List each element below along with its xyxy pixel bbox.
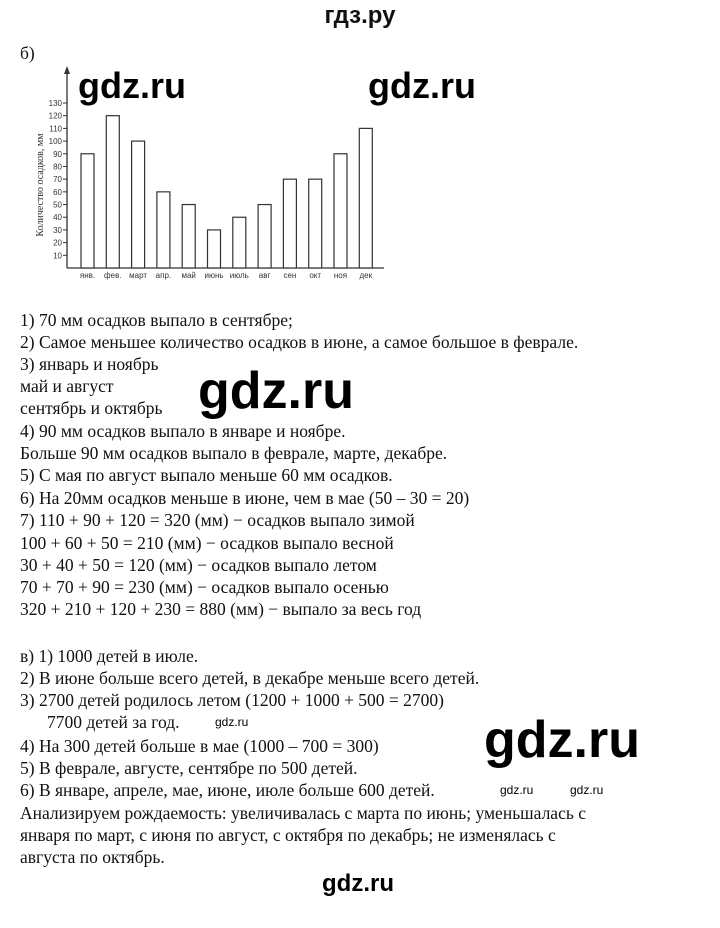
watermark: gdz.ru (78, 65, 186, 106)
answer-line: 5) В феврале, августе, сентябре по 500 детей. (20, 758, 358, 778)
answer-line: августа по октябрь. (20, 847, 165, 867)
bar-май (182, 205, 195, 268)
x-tick-label: авг (258, 271, 271, 280)
answer-line: в) 1) 1000 детей в июле. (20, 646, 199, 666)
answer-line: Анализируем рождаемость: увеличивалась с марта по июнь; уменьшалась с (20, 803, 586, 823)
y-tick-label: 120 (48, 111, 62, 121)
bar-ноя (334, 154, 347, 268)
x-tick-label: апр. (155, 271, 172, 280)
y-tick-label: 130 (48, 99, 62, 108)
answer-line: сентябрь и октябрь (20, 398, 163, 418)
x-tick-label: янв. (79, 271, 96, 280)
watermark: gdz.ru (322, 870, 394, 897)
answer-line: 3) январь и ноябрь (20, 354, 159, 374)
bar-июль (233, 217, 246, 268)
bar-март (132, 141, 145, 268)
y-tick-label: 20 (53, 238, 62, 248)
x-tick-label: май (181, 271, 196, 280)
watermark: gdz.ru (215, 715, 249, 729)
answer-line: 70 + 70 + 90 = 230 (мм) − осадков выпало осенью (20, 577, 389, 597)
y-tick-label: 70 (53, 175, 62, 185)
x-tick-label: июль (229, 271, 249, 280)
answer-line: января по март, с июня по август, с октября по декабрь; не изменялась с (20, 825, 556, 845)
bar-авг (258, 205, 271, 268)
answer-line: 7700 детей за год. (47, 712, 180, 732)
answer-line: 1) 70 мм осадков выпало в сентябре; (20, 310, 293, 330)
watermark: gdz.ru (570, 783, 604, 797)
x-tick-label: июнь (204, 271, 224, 280)
bar-фев. (106, 116, 119, 268)
precipitation-bar-chart (0, 0, 400, 290)
answer-line: 7) 110 + 90 + 120 = 320 (мм) − осадков выпало зимой (20, 510, 415, 530)
answer-line: 100 + 60 + 50 = 210 (мм) − осадков выпало весной (20, 533, 394, 553)
watermark: gdz.ru (368, 65, 476, 106)
site-header-title: гдз.ру (324, 2, 396, 29)
answer-line: 2) Самое меньшее количество осадков в июне, а самое большое в феврале. (20, 332, 579, 352)
x-tick-label: март (129, 271, 148, 280)
answer-line: 6) В январе, апреле, мае, июне, июле больше 600 детей. (20, 780, 435, 800)
bar-окт (309, 179, 322, 268)
bar-июнь (208, 230, 221, 268)
y-axis-label: Количество осадков, мм (35, 133, 46, 237)
x-tick-label: фев. (104, 271, 122, 280)
watermark: gdz.ru (198, 362, 354, 420)
answer-line: 6) На 20мм осадков меньше в июне, чем в мае (50 – 30 = 20) (20, 488, 470, 508)
x-tick-label: ноя (333, 271, 348, 280)
watermark: gdz.ru (484, 711, 640, 769)
y-tick-label: 60 (53, 187, 62, 197)
bar-апр. (157, 192, 170, 268)
answer-line: 3) 2700 детей родилось летом (1200 + 1000 + 500 = 2700) (20, 690, 445, 710)
bar-дек (359, 128, 372, 268)
y-tick-label: 80 (53, 162, 62, 172)
answer-line: 4) На 300 детей больше в мае (1000 – 700 = 300) (20, 736, 379, 756)
section-b-label: б) (20, 43, 35, 63)
x-tick-label: дек (359, 271, 373, 280)
answer-line: май и август (20, 376, 114, 396)
answer-line: 5) С мая по август выпало меньше 60 мм осадков. (20, 465, 393, 485)
bar-янв. (81, 154, 94, 268)
y-tick-label: 10 (53, 251, 62, 261)
answer-line: Больше 90 мм осадков выпало в феврале, марте, декабре. (20, 443, 448, 463)
y-tick-label: 110 (49, 124, 62, 134)
answer-line: 30 + 40 + 50 = 120 (мм) − осадков выпало летом (20, 555, 377, 575)
y-tick-label: 90 (53, 149, 62, 159)
y-tick-label: 30 (53, 225, 62, 235)
x-tick-label: сен (283, 271, 297, 280)
x-tick-label: окт (309, 271, 322, 280)
answer-line: 4) 90 мм осадков выпало в январе и ноябре. (20, 421, 346, 441)
watermark: gdz.ru (500, 783, 534, 797)
y-tick-label: 100 (48, 137, 62, 147)
bar-сен (283, 179, 296, 268)
y-axis-arrow-icon (64, 66, 70, 74)
y-tick-label: 40 (53, 213, 62, 223)
y-tick-label: 50 (53, 200, 62, 210)
answer-line: 320 + 210 + 120 + 230 = 880 (мм) − выпало за весь год (20, 599, 422, 619)
answer-line: 2) В июне больше всего детей, в декабре меньше всего детей. (20, 668, 480, 688)
